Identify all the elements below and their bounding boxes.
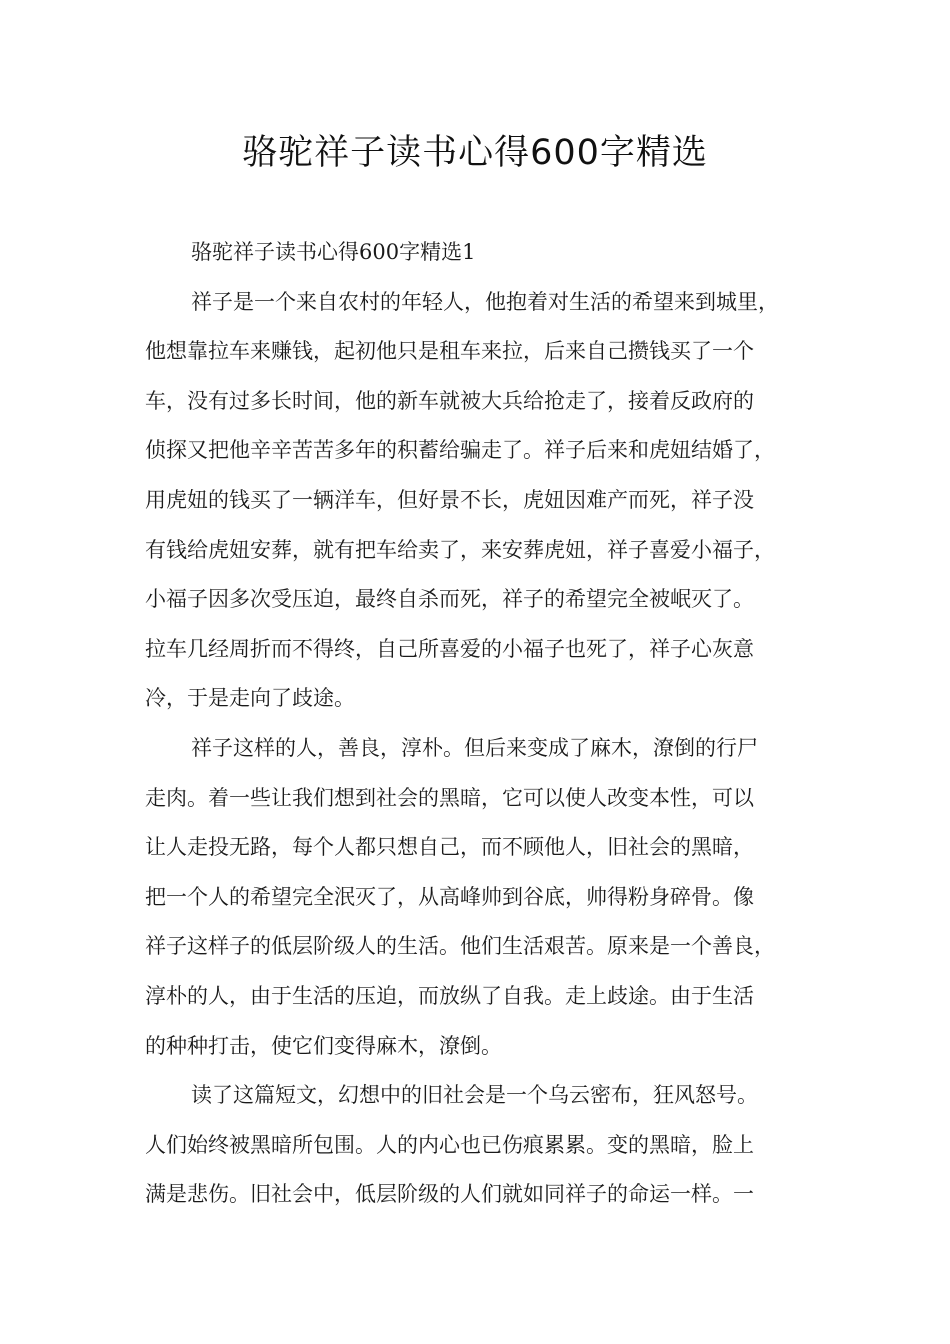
text-line: 淳朴的人，由于生活的压迫，而放纵了自我。走上歧途。由于生活: [145, 983, 754, 1008]
text-line: 他想靠拉车来赚钱，起初他只是租车来拉，后来自己攒钱买了一个: [145, 339, 754, 364]
text-line: 人们始终被黑暗所包围。人的内心也已伤痕累累。变的黑暗，脸上: [145, 1132, 754, 1157]
text-line: 车，没有过多长时间，他的新车就被大兵给抢走了，接着反政府的: [145, 388, 754, 413]
text-line: 走肉。着一些让我们想到社会的黑暗，它可以使人改变本性，可以: [145, 785, 754, 810]
text-line: 有钱给虎妞安葬，就有把车给卖了，来安葬虎妞，祥子喜爱小福子，: [145, 537, 775, 562]
paragraph-2: [145, 724, 825, 1071]
text-line: 祥子这样的人，善良，淳朴。但后来变成了麻木，潦倒的行尸: [191, 735, 758, 760]
text-line: 小福子因多次受压迫，最终自杀而死，祥子的希望完全被岷灭了。: [145, 587, 754, 612]
text-line: 把一个人的希望完全泯灭了，从高峰帅到谷底，帅得粉身碎骨。像: [145, 884, 754, 909]
text-line: 满是悲伤。旧社会中，低层阶级的人们就如同祥子的命运一样。一: [145, 1182, 754, 1207]
text-line: 祥子这样子的低层阶级人的生活。他们生活艰苦。原来是一个善良，: [145, 934, 775, 959]
text-line: 侦探又把他辛辛苦苦多年的积蓄给骗走了。祥子后来和虎妞结婚了，: [145, 438, 775, 463]
paragraph-1: [145, 278, 825, 724]
text-line: 祥子是一个来自农村的年轻人，他抱着对生活的希望来到城里，: [191, 289, 779, 314]
text-line: 用虎妞的钱买了一辆洋车，但好景不长，虎妞因难产而死，祥子没: [145, 487, 754, 512]
text-line: 冷，于是走向了歧途。: [145, 686, 355, 711]
text-line: 的种种打击，使它们变得麻木，潦倒。: [145, 1033, 502, 1058]
document-title: 骆驼祥子读书心得600字精选: [242, 133, 708, 173]
text-line: 让人走投无路，每个人都只想自己，而不顾他人，旧社会的黑暗，: [145, 835, 754, 860]
document-body: [145, 228, 825, 1220]
paragraph-3: [145, 1071, 825, 1220]
text-line: 读了这篇短文，幻想中的旧社会是一个乌云密布，狂风怒号。: [191, 1083, 758, 1108]
section-title: 骆驼祥子读书心得600字精选1: [191, 240, 476, 264]
text-line: 拉车几经周折而不得终，自己所喜爱的小福子也死了，祥子心灰意: [145, 636, 754, 661]
